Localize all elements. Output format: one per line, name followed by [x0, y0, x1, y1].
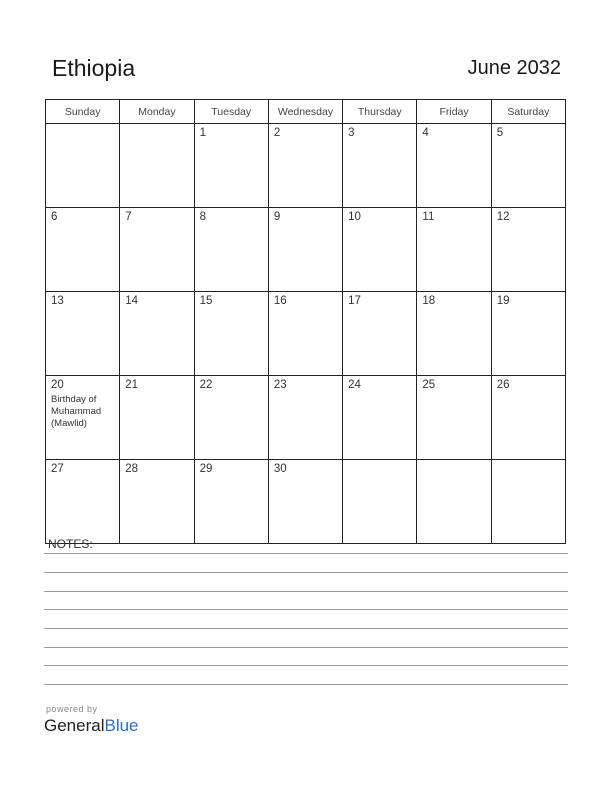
day-number: 24: [348, 379, 361, 391]
weekday-saturday: Saturday: [491, 100, 565, 124]
day-number: 30: [273, 463, 287, 475]
weekday-tuesday: Tuesday: [194, 100, 268, 124]
day-number: 27: [51, 463, 64, 475]
day-cell: [491, 208, 565, 292]
day-cell: [46, 124, 120, 208]
notes-label: NOTES:: [48, 537, 93, 551]
day-number: 28: [125, 463, 139, 475]
week-row: [46, 124, 566, 208]
country-title: Ethiopia: [52, 55, 136, 81]
weekday-sunday: Sunday: [46, 100, 120, 124]
day-number: 1: [199, 127, 206, 139]
month-year-title: June 2032: [467, 57, 561, 79]
day-number: 26: [496, 379, 510, 391]
day-number: 13: [51, 295, 64, 307]
day-cell: [46, 460, 120, 544]
day-number: 14: [125, 295, 139, 307]
day-cell: [268, 208, 342, 292]
day-cell: [268, 124, 342, 208]
day-number: 4: [422, 127, 429, 139]
day-cell: [491, 460, 565, 544]
day-cell: [46, 208, 120, 292]
brand-blue: Blue: [104, 716, 139, 735]
day-number: 19: [496, 295, 510, 307]
day-cell: [343, 376, 417, 460]
day-number: 18: [422, 295, 436, 307]
day-number: 8: [199, 211, 206, 223]
day-cell: [343, 292, 417, 376]
day-number: 11: [422, 211, 435, 223]
day-number: 17: [348, 295, 361, 307]
day-cell: [194, 292, 268, 376]
day-cell: [194, 208, 268, 292]
day-cell: [120, 460, 194, 544]
day-number: 25: [422, 379, 436, 391]
day-number: 15: [199, 295, 213, 307]
week-row: [46, 208, 566, 292]
day-cell: [417, 124, 491, 208]
day-number: 20: [51, 379, 64, 391]
day-number: 7: [125, 211, 132, 223]
note-line: [44, 628, 568, 629]
day-cell: [194, 376, 268, 460]
week-row: [46, 376, 566, 460]
day-number: 29: [199, 463, 213, 475]
day-cell: [120, 376, 194, 460]
powered-by-text: powered by: [46, 704, 98, 714]
day-cell: [268, 376, 342, 460]
day-cell: [417, 292, 491, 376]
day-cell: [491, 292, 565, 376]
day-cell: [194, 460, 268, 544]
weekday-friday: Friday: [417, 100, 491, 124]
day-number: 22: [199, 379, 213, 391]
day-cell: [46, 292, 120, 376]
day-cell: [417, 460, 491, 544]
note-line: [44, 553, 568, 554]
note-line: [44, 647, 568, 648]
note-line: [44, 572, 568, 573]
day-number: 16: [273, 295, 287, 307]
day-cell: [417, 208, 491, 292]
day-number: 9: [273, 211, 281, 223]
note-line: [44, 591, 568, 592]
day-cell: [268, 292, 342, 376]
day-number: 2: [273, 127, 281, 139]
week-row: [46, 292, 566, 376]
week-row: [46, 460, 566, 544]
weekday-header-row: [46, 100, 566, 124]
day-cell: [491, 124, 565, 208]
day-cell: [120, 292, 194, 376]
day-cell: [491, 376, 565, 460]
day-cell: [46, 376, 120, 460]
day-number: 6: [51, 211, 58, 223]
day-cell: [194, 124, 268, 208]
weekday-wednesday: Wednesday: [268, 100, 342, 124]
day-cell: [120, 124, 194, 208]
day-cell: [343, 460, 417, 544]
day-cell: [417, 376, 491, 460]
day-cell: [343, 208, 417, 292]
day-cell: [120, 208, 194, 292]
day-cell: [268, 460, 342, 544]
day-number: 5: [496, 127, 504, 139]
day-number: 3: [348, 127, 355, 139]
note-line: [44, 609, 568, 610]
note-line: [44, 684, 568, 685]
brand-logo: [44, 716, 139, 736]
day-number: 10: [348, 211, 361, 223]
note-line: [44, 665, 568, 666]
weekday-monday: Monday: [120, 100, 194, 124]
holiday-label: Birthday of Muhammad (Mawlid): [51, 394, 102, 429]
weekday-thursday: Thursday: [343, 100, 417, 124]
day-number: 12: [496, 211, 510, 223]
brand-general: General: [44, 716, 105, 735]
day-number: 21: [125, 379, 139, 391]
calendar-grid: [45, 99, 566, 544]
day-cell: [343, 124, 417, 208]
day-number: 23: [273, 379, 287, 391]
